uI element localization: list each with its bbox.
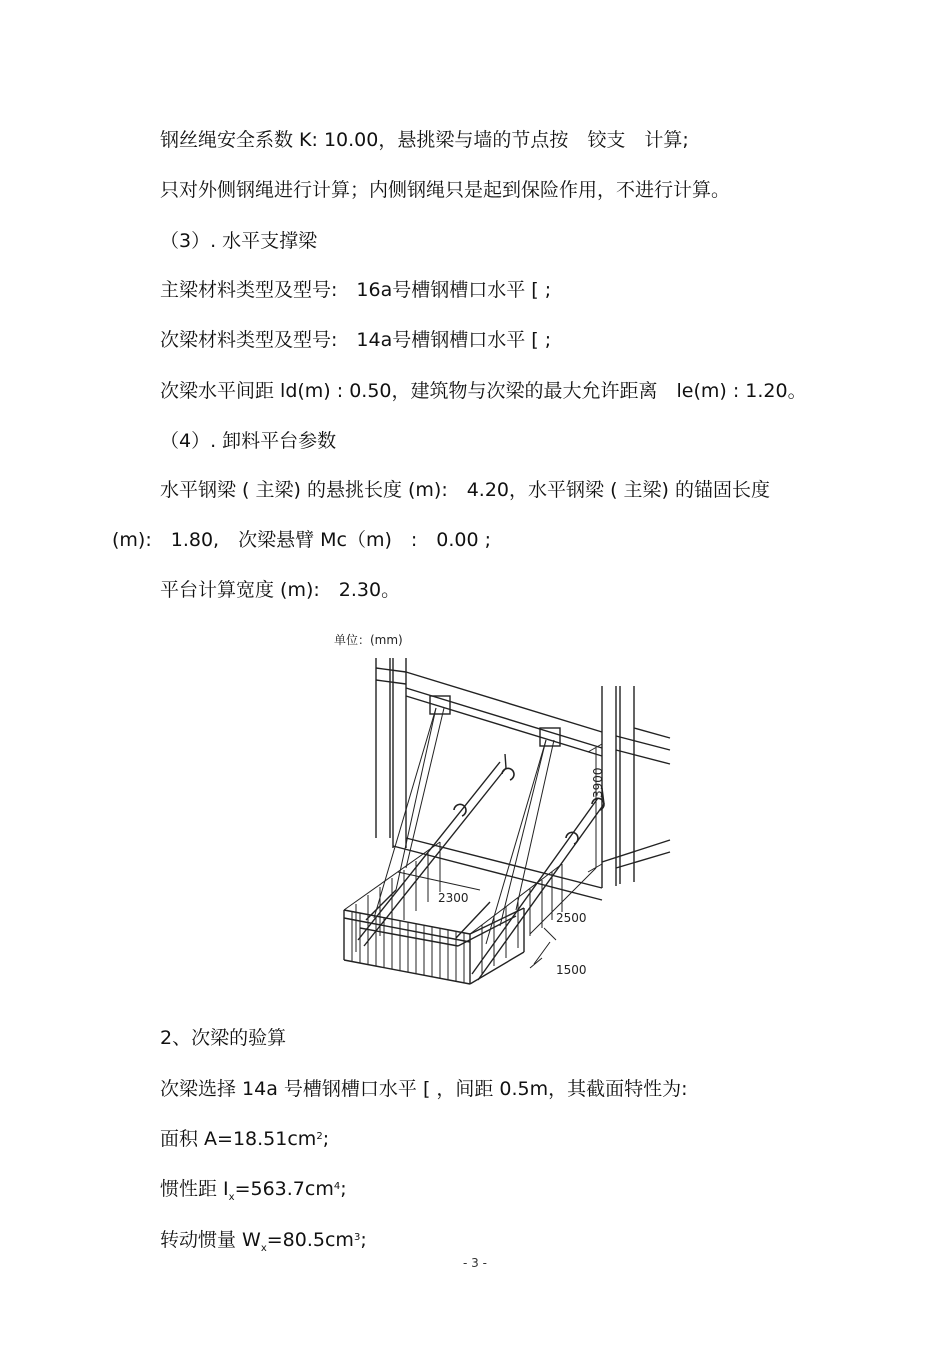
paragraph-line-anchor-length: (m): 1.80, 次梁悬臂 Mc（m) : 0.00 ; [112,529,492,551]
paragraph-line-secondary-beam-selection: 次梁选择 14a 号槽钢槽口水平 [ ，间距 0.5m，其截面特性为: [160,1078,688,1100]
platform-diagram-svg [330,628,675,998]
dim-2300-label: 2300 [438,891,469,905]
steel-wire-ropes [374,708,554,944]
paragraph-line-inertia [160,1177,347,1210]
diagram-unit-label: 单位：(mm) [334,633,403,647]
section-heading-secondary-beam-check: 2、次梁的验算 [160,1027,287,1049]
paragraph-line-secondary-beam-type: 次梁材料类型及型号: 14a号槽钢槽口水平 [ ; [160,329,552,351]
dim-2500-label: 2500 [556,911,587,925]
modulus-value: =80.5cm [266,1229,354,1251]
dim-3900-label: 3900 [591,767,605,798]
dim-1500-label: 1500 [556,963,587,977]
modulus-exponent: 3 [353,1232,361,1243]
paragraph-line-outer-rope: 只对外侧钢绳进行计算；内侧钢绳只是起到保险作用，不进行计算。 [160,179,731,201]
paragraph-line-area [160,1127,329,1151]
inertia-text: 惯性距 I [160,1178,229,1200]
inertia-suffix: ; [340,1178,347,1200]
inertia-value: =563.7cm [234,1178,334,1200]
paragraph-line-safety-factor: 钢丝绳安全系数 K: 10.00，悬挑梁与墙的节点按 铰支 计算; [160,129,689,151]
platform-diagram [330,628,675,998]
modulus-text: 转动惯量 W [160,1229,261,1251]
paragraph-line-beam-spacing: 次梁水平间距 ld(m) : 0.50，建筑物与次梁的最大允许距离 le(m) : 1.20。 [160,380,807,402]
area-suffix: ; [322,1128,330,1150]
inertia-subscript: x [228,1191,235,1203]
paragraph-line-cantilever-length: 水平钢梁 ( 主梁) 的悬挑长度 (m): 4.20，水平钢梁 ( 主梁) 的锚固长度 [160,479,770,501]
paragraph-line-platform-width: 平台计算宽度 (m): 2.30。 [160,579,401,601]
platform-main-beams [358,754,604,980]
area-exponent: 2 [316,1131,323,1142]
inertia-exponent: 4 [333,1181,341,1192]
section-heading-platform-params: （4）. 卸料平台参数 [160,430,337,452]
modulus-subscript: x [260,1242,267,1254]
paragraph-line-main-beam-type: 主梁材料类型及型号: 16a号槽钢槽口水平 [ ; [160,279,552,301]
area-text: 面积 A=18.51cm [160,1128,317,1150]
section-heading-horizontal-beam: （3）. 水平支撑梁 [160,230,318,252]
modulus-suffix: ; [360,1229,367,1251]
lifting-rings [454,768,604,844]
page-number: - 3 - [463,1256,487,1270]
